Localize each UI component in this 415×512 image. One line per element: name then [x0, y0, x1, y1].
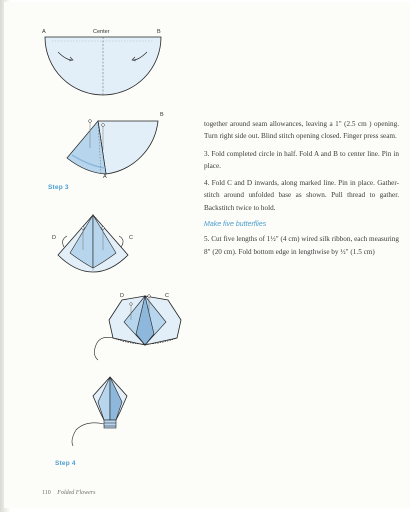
instructions-text: [204, 118, 399, 263]
step4-label: Step 4: [55, 460, 76, 467]
folding-diagram: [0, 0, 200, 512]
point-c-label: C: [129, 235, 133, 241]
point-b-label: B: [157, 29, 161, 35]
point-c-label-2: C: [165, 293, 169, 299]
step4-fan-illustration: [94, 295, 181, 360]
point-a-label: A: [42, 29, 46, 35]
instruction-step-3: 3. Fold completed circle in half. Fold A and B to center line. Pin in place.: [204, 149, 399, 170]
book-title: Folded Flowers: [57, 490, 96, 496]
folded-quarter-illustration: [67, 120, 158, 174]
step4-gathered-illustration: [72, 377, 127, 446]
folding-illustrations: [0, 0, 200, 512]
point-b-label-2: B: [160, 112, 164, 118]
instruction-paragraph-1: together around seam allowances, leaving a 1" (2.5 cm ) opening. Turn right side out. Blind stitch opening closed. Finger press seam.: [204, 120, 399, 141]
point-d-label: D: [52, 235, 56, 241]
page-footer: [42, 490, 95, 496]
instruction-step-4: 4. Fold C and D inwards, along marked line. Pin in place. Gather-stitch around unfolded base as shown. Pull thread to gather. Backstitch twice to hold.: [204, 179, 399, 212]
step3-triangle-illustration: [58, 215, 128, 272]
step3-label: Step 3: [48, 184, 69, 191]
instruction-step-5: 5. Cut five lengths of 1½" (4 cm) wired silk ribbon, each measuring 8" (20 cm). Fold bottom edge in lengthwise by ½" (1.5 cm): [204, 235, 399, 256]
page-number: 110: [42, 490, 51, 496]
point-a-label-2: A: [103, 174, 107, 180]
section-subheading: Make five butterflies: [204, 221, 267, 229]
center-label: Center: [93, 29, 110, 35]
semicircle-illustration: [45, 37, 161, 95]
point-d-label-2: D: [120, 293, 124, 299]
